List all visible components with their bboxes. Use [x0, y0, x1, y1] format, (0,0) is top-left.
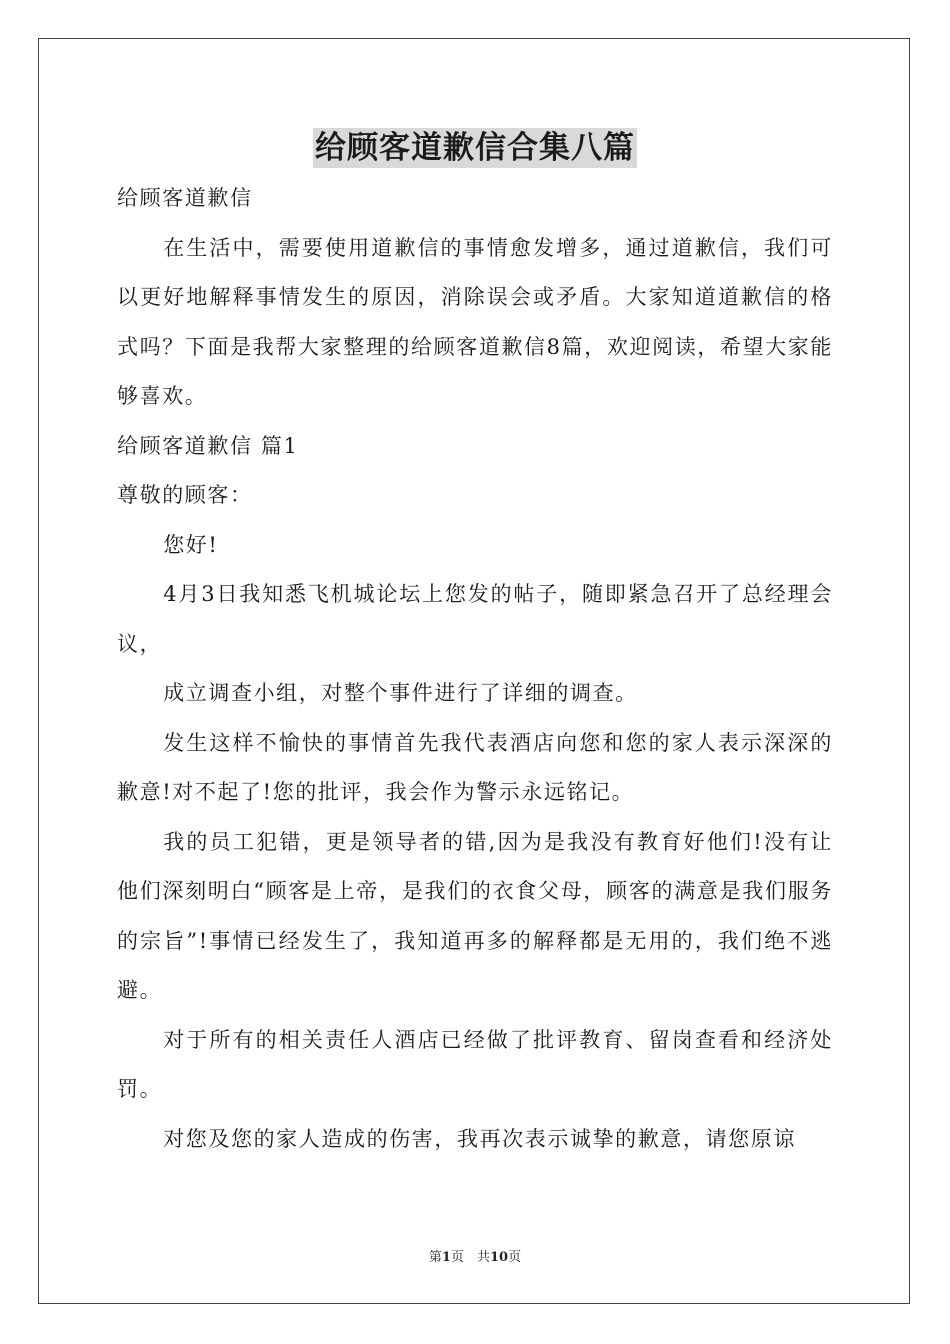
- document-body: [117, 128, 833, 1164]
- document-title: 给顾客道歉信合集八篇: [315, 130, 635, 166]
- paragraph-list: [117, 174, 833, 1164]
- footer-page-current: 1: [441, 1250, 451, 1265]
- paragraph: 尊敬的顾客：: [117, 483, 253, 507]
- page-footer: [0, 1246, 950, 1265]
- paragraph: 给顾客道歉信 篇1: [117, 433, 299, 458]
- paragraph: 在生活中，需要使用道歉信的事情愈发增多，通过道歉信，我们可以更好地解释事情发生的原因，消除误会或矛盾。大家知道道歉信的格式吗？下面是我帮大家整理的给顾客道歉信8篇，欢迎阅读，希望大家能够喜欢。: [117, 235, 833, 408]
- footer-suffix: 页: [508, 1250, 522, 1265]
- paragraph: 成立调查小组，对整个事件进行了详细的调查。: [163, 681, 638, 705]
- title-container: [117, 128, 833, 174]
- paragraph: 发生这样不愉快的事情首先我代表酒店向您和您的家人表示深深的歉意!对不起了!您的批评，我会作为警示永远铭记。: [117, 730, 833, 804]
- paragraph: 对您及您的家人造成的伤害，我再次表示诚挚的歉意，请您原谅: [163, 1126, 796, 1151]
- paragraph: 您好!: [163, 532, 219, 557]
- paragraph: 我的员工犯错，更是领导者的错,因为是我没有教育好他们!没有让他们深刻明白“顾客是上帝，是我们的衣食父母，顾客的满意是我们服务的宗旨”!事情已经发生了，我知道再多的解释都是无用的，我们绝不逃避。: [117, 829, 833, 1002]
- footer-page-total: 10: [489, 1250, 509, 1265]
- paragraph: 4月3日我知悉飞机城论坛上您发的帖子，随即紧急召开了总经理会议，: [117, 582, 833, 656]
- footer-mid: 页 共: [450, 1250, 490, 1265]
- footer-prefix: 第: [428, 1250, 442, 1265]
- paragraph: 给顾客道歉信: [117, 186, 253, 210]
- paragraph: 对于所有的相关责任人酒店已经做了批评教育、留岗查看和经济处罚。: [117, 1027, 833, 1101]
